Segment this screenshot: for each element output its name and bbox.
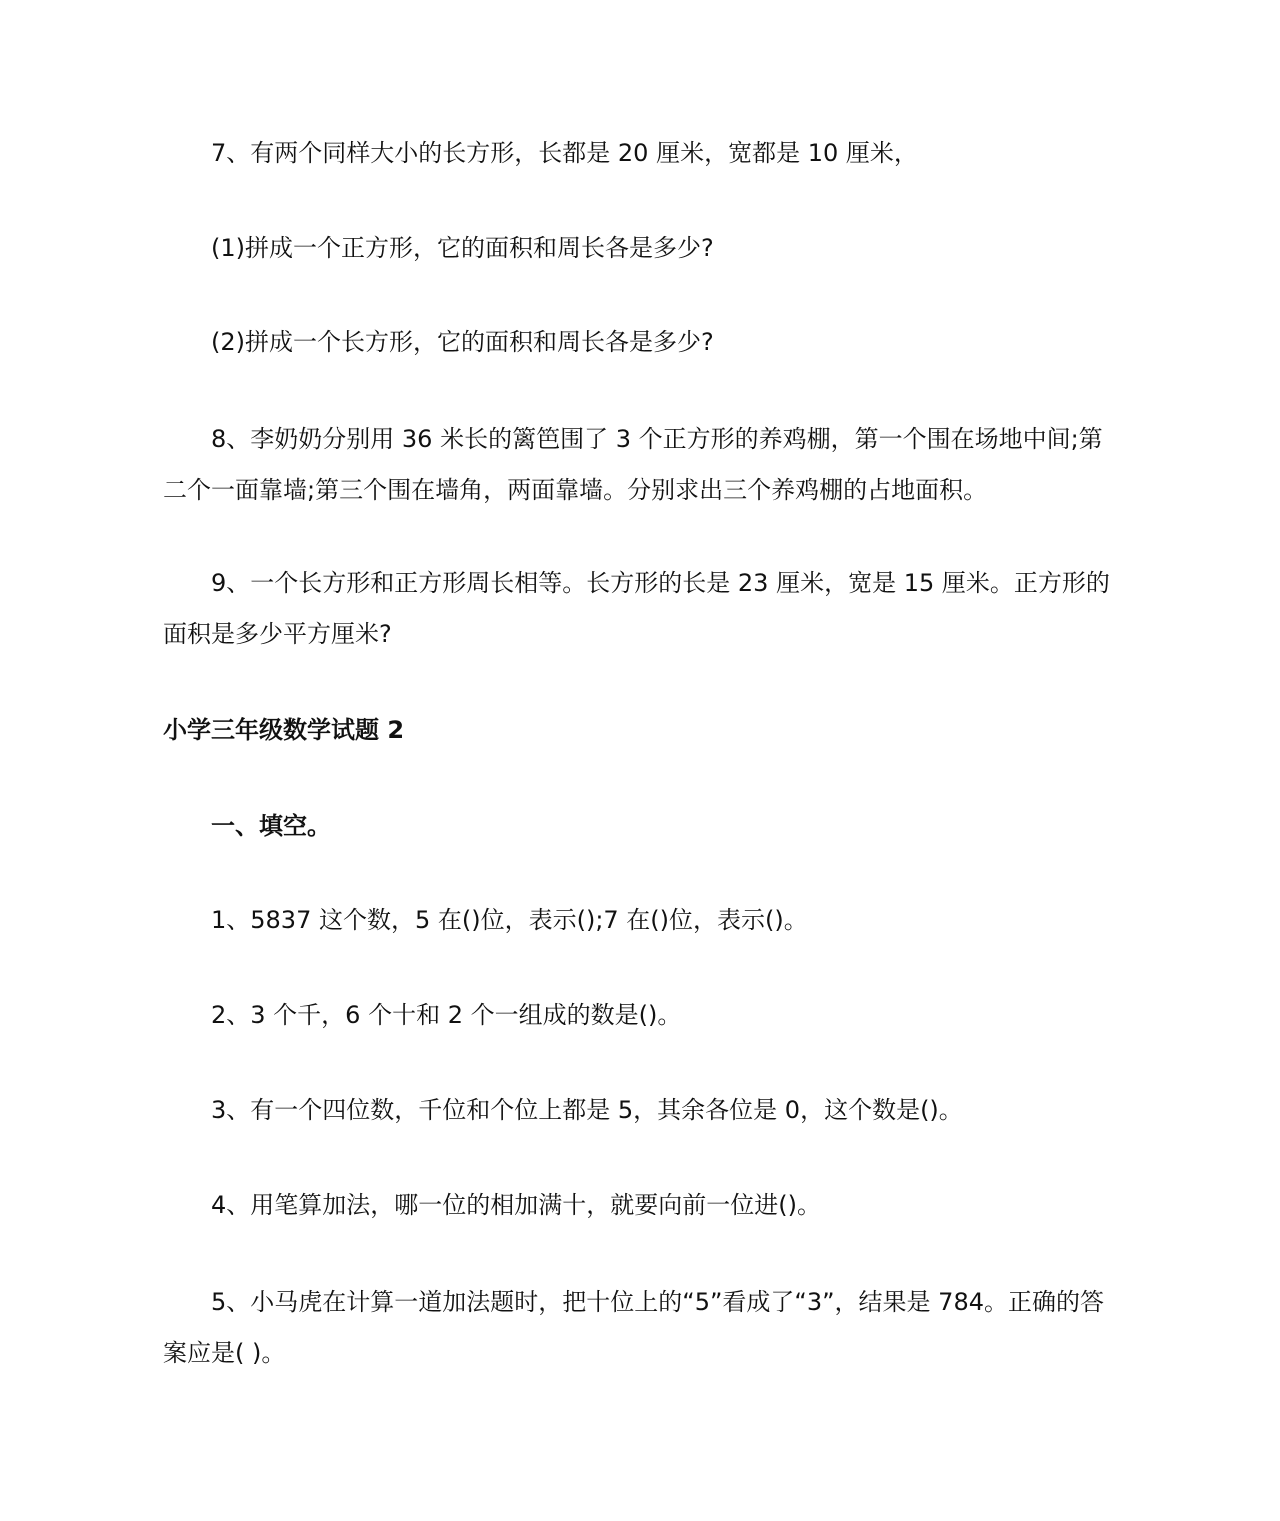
part-heading-fill-in: 一、填空。 — [211, 812, 331, 840]
question-8: 8、李奶奶分别用 36 米长的篱笆围了 3 个正方形的养鸡棚，第一个围在场地中间;第二个一面靠墙;第三个围在墙角，两面靠墙。分别求出三个养鸡棚的占地面积。 — [163, 425, 1103, 504]
question-7-part-2: (2)拼成一个长方形，它的面积和周长各是多少? — [211, 328, 714, 356]
fill-question-1: 1、5837 这个数，5 在()位，表示();7 在()位，表示()。 — [211, 906, 808, 934]
question-7: 7、有两个同样大小的长方形，长都是 20 厘米，宽都是 10 厘米， — [211, 139, 918, 167]
fill-question-4: 4、用笔算加法，哪一位的相加满十，就要向前一位进()。 — [211, 1191, 821, 1219]
question-9: 9、一个长方形和正方形周长相等。长方形的长是 23 厘米，宽是 15 厘米。正方形的面积是多少平方厘米? — [163, 569, 1110, 648]
fill-question-2: 2、3 个千，6 个十和 2 个一组成的数是()。 — [211, 1001, 682, 1029]
section-title: 小学三年级数学试题 2 — [163, 716, 405, 744]
question-7-part-1: (1)拼成一个正方形，它的面积和周长各是多少? — [211, 234, 714, 262]
fill-question-5: 5、小马虎在计算一道加法题时，把十位上的“5”看成了“3”，结果是 784。正确的答案应是( )。 — [163, 1288, 1104, 1367]
fill-question-3: 3、有一个四位数，千位和个位上都是 5，其余各位是 0，这个数是()。 — [211, 1096, 963, 1124]
